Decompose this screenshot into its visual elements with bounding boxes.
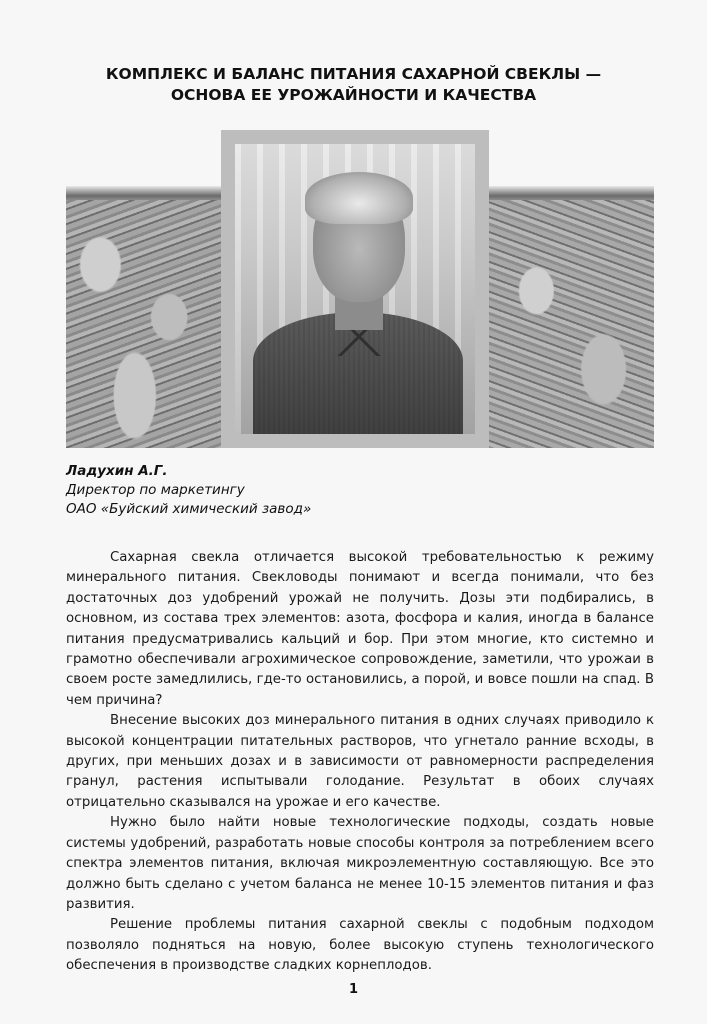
article-title-line-1: КОМПЛЕКС И БАЛАНС ПИТАНИЯ САХАРНОЙ СВЕКЛЫ — (105, 65, 602, 84)
article-title-line-2: ОСНОВА ЕЕ УРОЖАЙНОСТИ И КАЧЕСТВА (170, 86, 537, 105)
author-position: Директор по маркетингу (66, 482, 245, 498)
page-number: 1 (348, 982, 359, 997)
portrait-hair (305, 172, 413, 224)
author-portrait-frame (221, 130, 489, 448)
article-body (66, 548, 654, 977)
author-name: Ладухин А.Г. (66, 463, 168, 479)
paragraph: Сахарная свекла отличается высокой требовательностью к режиму минерального питания. Свекловоды понимают и всегда понимали, что без достаточных доз удобрений урожай не получить. Дозы эти подбирались, в основном, из состава трех элементов: азота, фосфора и калия, иногда в балансе питания предусматривались кальций и бор. При этом многие, кто системно и грамотно обеспечивали агрохимическое сопровождение, заметили, что урожаи в своем росте замедлились, где-то остановились, а порой, и вовсе пошли на спад. В чем причина? (66, 550, 654, 708)
header-photo (66, 130, 654, 448)
article-title (100, 64, 607, 106)
paragraph: Нужно было найти новые технологические подходы, создать новые системы удобрений, разработать новые способы контроля за потреблением всего спектра элементов питания, включая микроэлементную составляющую. Все это должно быть сделано с учетом баланса не менее 10-15 элементов питания и фаз развития. (66, 815, 654, 912)
author-block (66, 462, 626, 519)
author-organization: ОАО «Буйский химический завод» (66, 501, 312, 517)
paragraph: Внесение высоких доз минерального питания в одних случаях приводило к высокой концентрации питательных растворов, что угнетало ранние всходы, в других, при меньших дозах и в зависимости от равномерности распределения гранул, растения испытывали голодание. Результат в обоих случаях отрицательно сказывался на урожае и его качестве. (66, 713, 654, 810)
beet-field-photo-left (66, 186, 238, 448)
paragraph: Решение проблемы питания сахарной свеклы с подобным подходом позволяло подняться на новую, более высокую ступень технологического обеспечения в производстве сладких корнеплодов. (66, 917, 654, 974)
author-portrait (235, 144, 475, 434)
beet-field-photo-right (486, 186, 654, 448)
